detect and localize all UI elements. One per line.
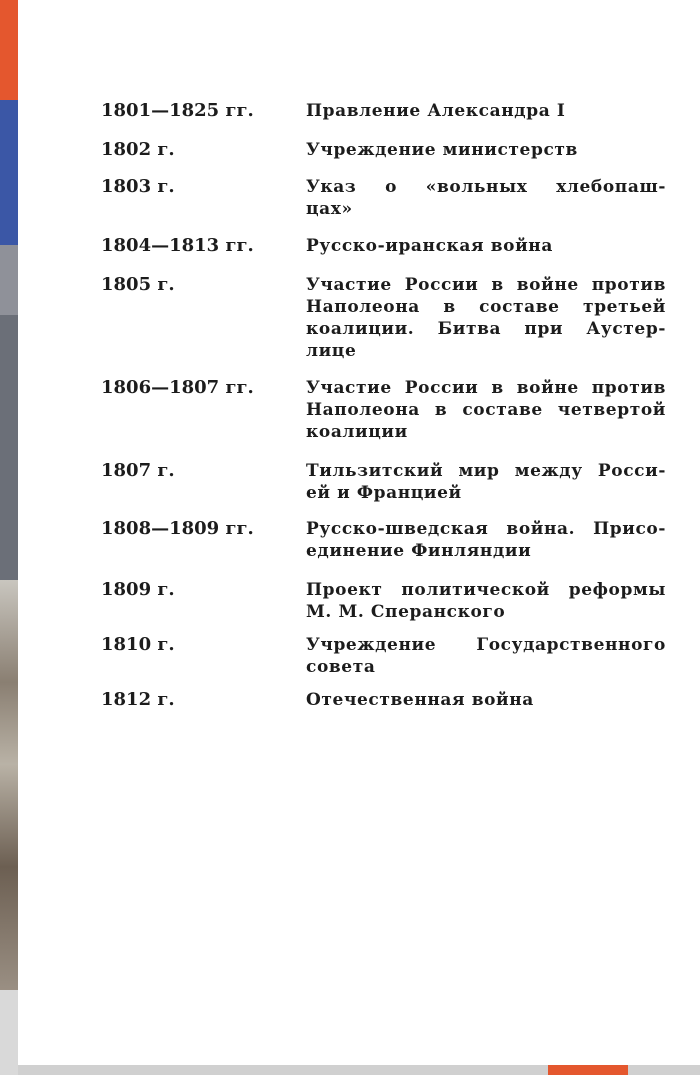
strip-gray-band: [0, 245, 18, 315]
event-date: 1812 г.: [101, 689, 175, 710]
event-line: Русско-иранская война: [306, 236, 553, 256]
strip-red-band: [0, 0, 18, 100]
chronology-table: [101, 100, 666, 711]
event-description: [306, 274, 666, 362]
strip-blue-band: [0, 100, 18, 245]
event-date: 1807 г.: [101, 460, 175, 481]
strip-dark-gray-band: [0, 315, 18, 580]
event-description: [306, 689, 666, 711]
event-description: [306, 579, 666, 623]
left-decorative-strip: [0, 0, 18, 1075]
event-description: [306, 235, 666, 257]
event-line: лице: [306, 341, 357, 361]
event-line: Учреждение министерств: [306, 140, 578, 160]
event-description: [306, 377, 666, 443]
event-line: Тильзитский мир между Росси-: [306, 461, 666, 481]
event-date: 1808—1809 гг.: [101, 518, 254, 539]
timeline-row: [101, 235, 666, 257]
event-line: Правление Александра I: [306, 101, 566, 121]
event-description: [306, 139, 666, 161]
timeline-row: [101, 579, 666, 623]
strip-painting-fragment: [0, 580, 18, 990]
bottom-red-accent: [548, 1065, 628, 1075]
event-line: Наполеона в составе четвертой: [306, 400, 666, 420]
timeline-row: [101, 176, 666, 220]
timeline-row: [101, 274, 666, 362]
timeline-row: [101, 139, 666, 161]
event-date: 1806—1807 гг.: [101, 377, 254, 398]
event-line: ей и Францией: [306, 483, 462, 503]
event-line: коалиции: [306, 422, 408, 442]
event-date: 1805 г.: [101, 274, 175, 295]
strip-light-band: [0, 990, 18, 1075]
event-line: Проект политической реформы: [306, 580, 666, 600]
event-line: Наполеона в составе третьей: [306, 297, 666, 317]
event-line: Участие России в войне против: [306, 378, 666, 398]
event-description: [306, 176, 666, 220]
event-description: [306, 518, 666, 562]
event-description: [306, 100, 666, 122]
page: [18, 0, 700, 1065]
timeline-row: [101, 518, 666, 562]
event-line: совета: [306, 657, 376, 677]
timeline-row: [101, 634, 666, 678]
event-description: [306, 634, 666, 678]
timeline-row: [101, 460, 666, 504]
event-line: коалиции. Битва при Аустер-: [306, 319, 666, 339]
event-line: Участие России в войне против: [306, 275, 666, 295]
timeline-row: [101, 377, 666, 443]
event-description: [306, 460, 666, 504]
event-line: М. М. Сперанского: [306, 602, 506, 622]
event-line: Указ о «вольных хлебопаш-: [306, 177, 666, 197]
event-line: Отечественная война: [306, 690, 534, 710]
event-date: 1802 г.: [101, 139, 175, 160]
event-date: 1809 г.: [101, 579, 175, 600]
event-date: 1803 г.: [101, 176, 175, 197]
event-date: 1810 г.: [101, 634, 175, 655]
timeline-row: [101, 689, 666, 711]
timeline-row: [101, 100, 666, 122]
event-line: цах»: [306, 199, 353, 219]
event-line: Русско-шведская война. Присо-: [306, 519, 666, 539]
event-date: 1801—1825 гг.: [101, 100, 254, 121]
event-date: 1804—1813 гг.: [101, 235, 254, 256]
event-line: Учреждение Государственного: [306, 635, 666, 655]
event-line: единение Финляндии: [306, 541, 532, 561]
